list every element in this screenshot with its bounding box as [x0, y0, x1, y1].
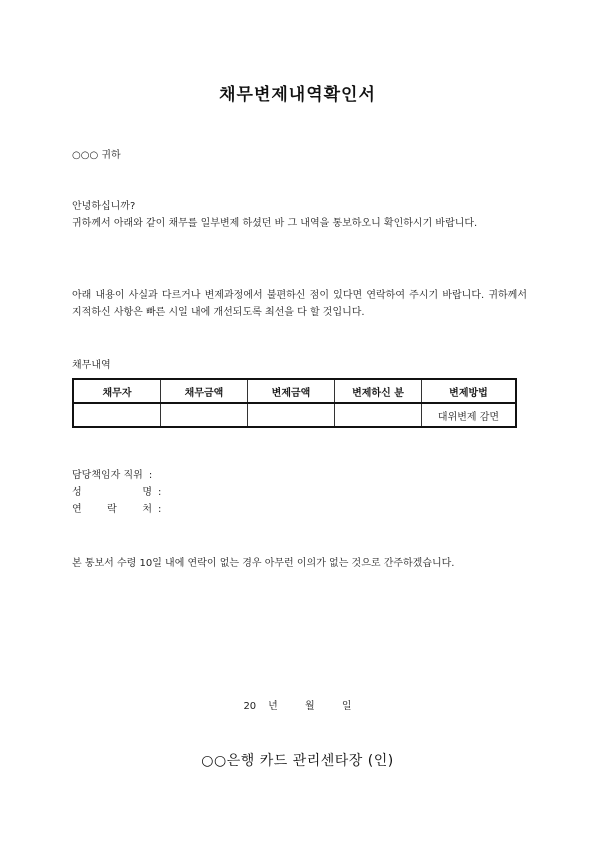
phone-label-char: 연	[72, 504, 82, 515]
section-label: 채무내역	[72, 360, 111, 371]
name-label-char: 성	[72, 487, 82, 498]
date-line	[0, 697, 595, 712]
date-day-label: 일	[341, 701, 352, 712]
name-label	[72, 484, 152, 501]
date-year-label: 년	[268, 701, 278, 712]
cell-debtor	[73, 403, 161, 427]
cell-repaid-by	[335, 403, 422, 427]
header-repaid-by: 변제하신 분	[335, 379, 422, 403]
notice-paragraph: 본 통보서 수령 10일 내에 연락이 없는 경우 아무런 이의가 없는 것으로 간주하겠습니다.	[72, 558, 455, 569]
greeting-line: 안녕하십니까?	[72, 201, 136, 212]
name-colon: :	[158, 487, 162, 498]
contact-phone-row	[72, 501, 161, 518]
phone-label-char: 락	[107, 504, 117, 515]
greeting-body: 귀하께서 아래와 같이 채무를 일부변제 하셨던 바 그 내역을 통보하오니 확인하시기 바랍니다.	[72, 218, 478, 229]
person-colon: :	[148, 470, 153, 481]
contact-name-row	[72, 484, 161, 501]
phone-colon: :	[158, 504, 162, 515]
contact-request-paragraph: 아래 내용이 사실과 다르거나 변제과정에서 불편하신 점이 있다면 연락하여 주시기 바랍니다. 귀하께서 지적하신 사항은 빠른 시일 내에 개선되도록 최선을 다 할 것입니다.	[72, 290, 527, 318]
header-debtor: 채무자	[73, 379, 161, 403]
recipient-line: ○○○ 귀하	[72, 150, 121, 161]
header-repaid-amount: 변제금액	[248, 379, 335, 403]
cell-debt-amount	[161, 403, 248, 427]
contact-person-row	[72, 467, 161, 484]
phone-label	[72, 501, 152, 518]
table-row	[73, 403, 516, 427]
greeting-paragraph	[72, 198, 527, 232]
signer-line: ○○은행 카드 관리센타장 (인)	[201, 753, 394, 769]
debt-table	[72, 378, 517, 428]
cell-repayment-method: 대위변제 감면	[422, 403, 517, 427]
header-debt-amount: 채무금액	[161, 379, 248, 403]
table-header-row	[73, 379, 516, 403]
person-label: 담당책임자 직위	[72, 470, 143, 481]
contact-block	[72, 467, 161, 518]
date-year: 20	[243, 701, 257, 712]
cell-repaid-amount	[248, 403, 335, 427]
name-label-char: 명	[142, 487, 152, 498]
header-repayment-method: 변제방법	[422, 379, 517, 403]
phone-label-char: 처	[142, 504, 152, 515]
date-month-label: 월	[305, 701, 315, 712]
document-title: 채무변제내역확인서	[219, 85, 376, 105]
